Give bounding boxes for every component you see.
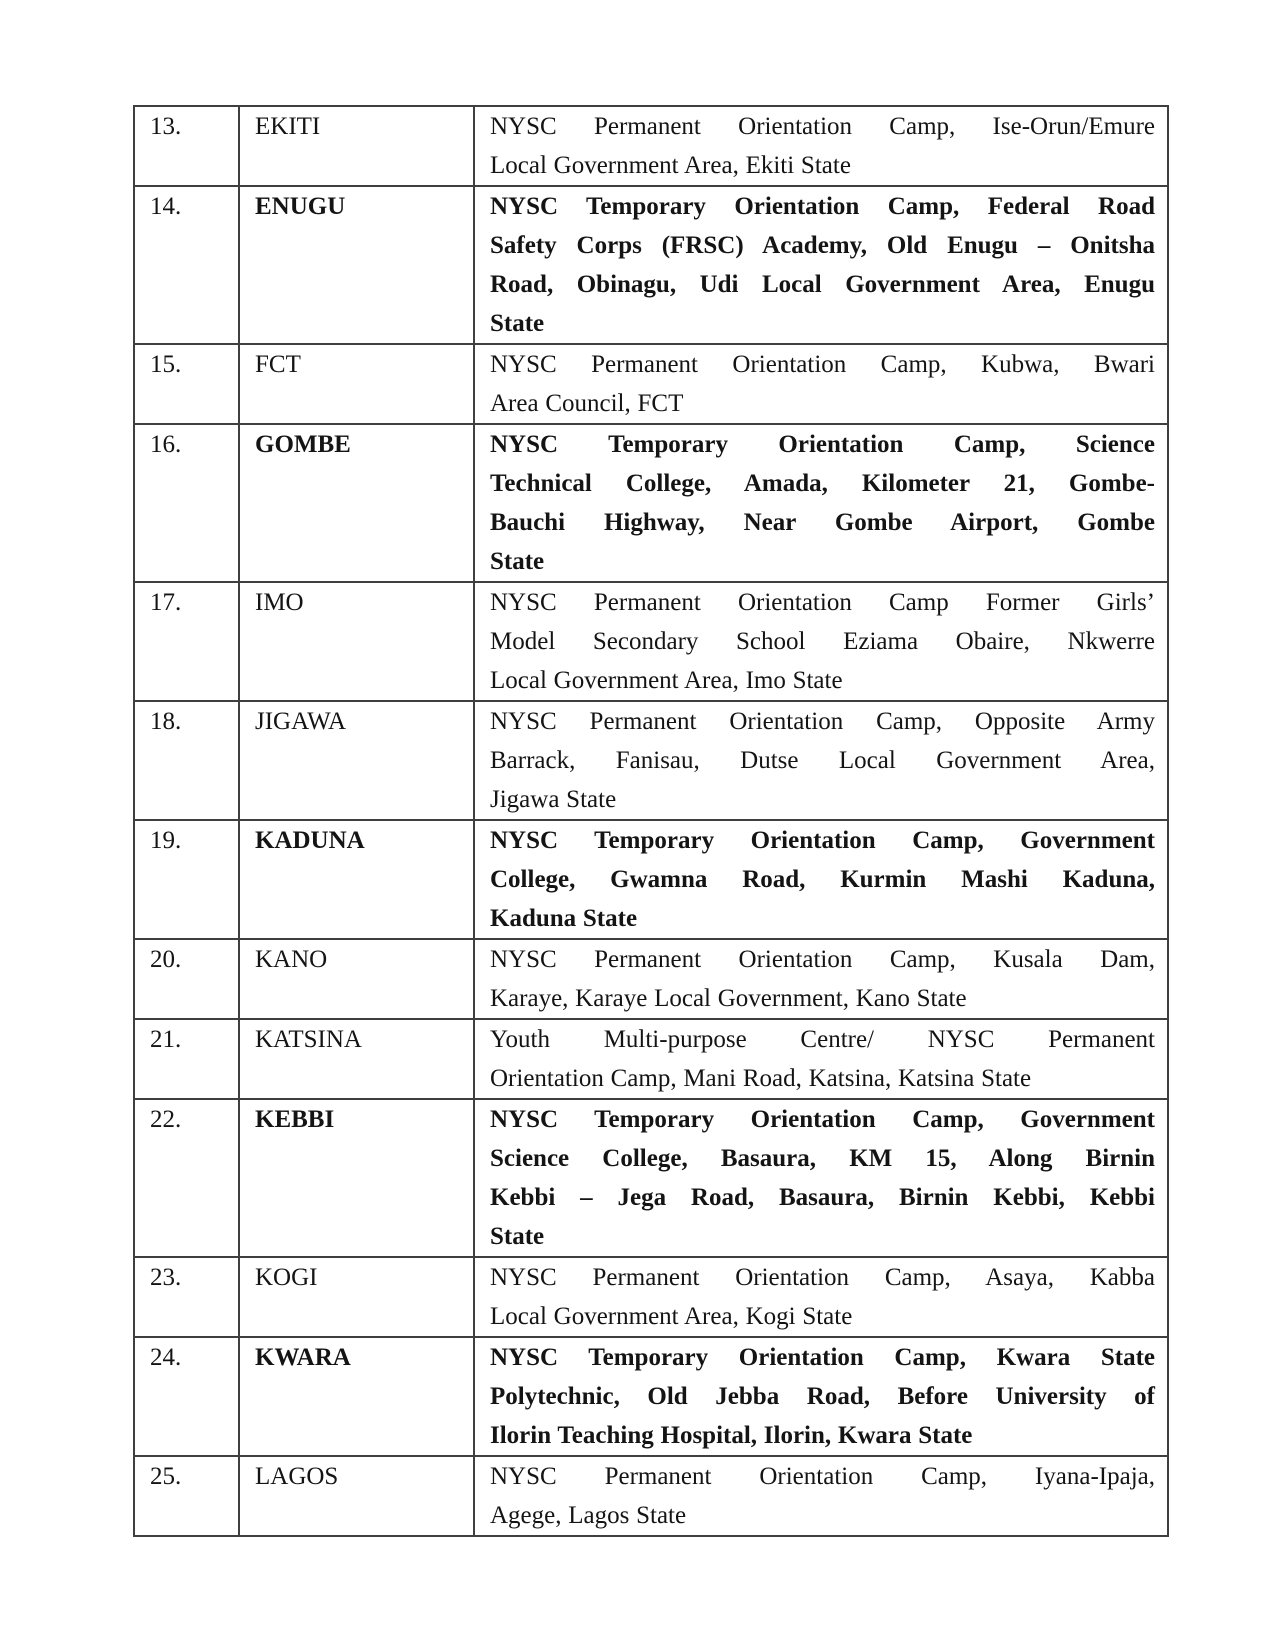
row-number: 22. xyxy=(150,1106,182,1133)
table-body xyxy=(134,106,1168,1536)
row-number-cell xyxy=(134,1099,239,1257)
camp-address-line: Science College, Basaura, KM 15, Along Birnin xyxy=(490,1145,1155,1172)
row-number-cell xyxy=(134,1257,239,1337)
camp-address-line: NYSC Temporary Orientation Camp, Federal Road xyxy=(490,193,1155,220)
camp-address-line: State xyxy=(490,548,545,575)
state-name: KATSINA xyxy=(255,1026,362,1053)
state-cell xyxy=(239,424,474,582)
camp-address-line: Model Secondary School Eziama Obaire, Nkwerre xyxy=(490,628,1155,655)
camp-address-line: Kaduna State xyxy=(490,905,638,932)
camp-address-cell xyxy=(474,1337,1168,1456)
state-name: KANO xyxy=(255,946,328,973)
state-cell xyxy=(239,1019,474,1099)
camp-address-cell xyxy=(474,186,1168,344)
camp-address-line: NYSC Temporary Orientation Camp, Kwara State xyxy=(490,1344,1155,1371)
row-number: 20. xyxy=(150,946,182,973)
camp-address-line: NYSC Permanent Orientation Camp, Kubwa, Bwari xyxy=(490,351,1155,378)
row-number: 24. xyxy=(150,1344,182,1371)
row-number: 13. xyxy=(150,113,182,140)
state-cell xyxy=(239,701,474,820)
table-row xyxy=(134,344,1168,424)
camp-address-line: State xyxy=(490,1223,545,1250)
camp-address-line: NYSC Temporary Orientation Camp, Government xyxy=(490,827,1155,854)
table-row xyxy=(134,1257,1168,1337)
table-row xyxy=(134,1099,1168,1257)
state-name: FCT xyxy=(255,351,301,378)
row-number-cell xyxy=(134,582,239,701)
camp-address-line: NYSC Permanent Orientation Camp Former Girls’ xyxy=(490,589,1155,616)
row-number: 18. xyxy=(150,708,182,735)
state-cell xyxy=(239,820,474,939)
camp-address-line: Local Government Area, Kogi State xyxy=(490,1303,853,1330)
state-name: GOMBE xyxy=(255,431,351,458)
state-name: EKITI xyxy=(255,113,321,140)
camp-address-cell xyxy=(474,1019,1168,1099)
state-name: KEBBI xyxy=(255,1106,335,1133)
table-row xyxy=(134,106,1168,186)
row-number-cell xyxy=(134,1019,239,1099)
row-number: 15. xyxy=(150,351,182,378)
camp-address-line: Polytechnic, Old Jebba Road, Before University of xyxy=(490,1383,1155,1410)
camp-address-line: Bauchi Highway, Near Gombe Airport, Gombe xyxy=(490,509,1155,536)
orientation-camps-table xyxy=(133,105,1169,1537)
row-number: 17. xyxy=(150,589,182,616)
state-cell xyxy=(239,1337,474,1456)
camp-address-line: Area Council, FCT xyxy=(490,390,684,417)
camp-address-line: Youth Multi-purpose Centre/ NYSC Permanent xyxy=(490,1026,1155,1053)
camp-address-line: Barrack, Fanisau, Dutse Local Government Area, xyxy=(490,747,1155,774)
camp-address-cell xyxy=(474,1456,1168,1536)
camp-address-line: NYSC Permanent Orientation Camp, Asaya, Kabba xyxy=(490,1264,1155,1291)
camp-address-line: Road, Obinagu, Udi Local Government Area, Enugu xyxy=(490,271,1155,298)
camp-address-line: Local Government Area, Imo State xyxy=(490,667,843,694)
camp-address-line: Local Government Area, Ekiti State xyxy=(490,152,851,179)
state-cell xyxy=(239,582,474,701)
camp-address-cell xyxy=(474,1257,1168,1337)
camp-address-cell xyxy=(474,820,1168,939)
table-row xyxy=(134,582,1168,701)
camp-address-line: Safety Corps (FRSC) Academy, Old Enugu – Onitsha xyxy=(490,232,1155,259)
camp-address-line: Ilorin Teaching Hospital, Ilorin, Kwara State xyxy=(490,1422,973,1449)
state-name: KOGI xyxy=(255,1264,318,1291)
state-name: ENUGU xyxy=(255,193,346,220)
table-row xyxy=(134,424,1168,582)
camp-address-cell xyxy=(474,701,1168,820)
table-row xyxy=(134,701,1168,820)
state-name: LAGOS xyxy=(255,1463,339,1490)
state-name: KWARA xyxy=(255,1344,351,1371)
row-number-cell xyxy=(134,820,239,939)
row-number-cell xyxy=(134,106,239,186)
state-name: KADUNA xyxy=(255,827,365,854)
row-number: 23. xyxy=(150,1264,182,1291)
table-row xyxy=(134,1337,1168,1456)
state-name: JIGAWA xyxy=(255,708,347,735)
row-number-cell xyxy=(134,424,239,582)
state-cell xyxy=(239,1099,474,1257)
camp-address-line: Agege, Lagos State xyxy=(490,1502,687,1529)
row-number: 14. xyxy=(150,193,182,220)
camp-address-line: NYSC Permanent Orientation Camp, Ise-Orun/Emure xyxy=(490,113,1155,140)
camp-address-line: NYSC Temporary Orientation Camp, Government xyxy=(490,1106,1155,1133)
row-number-cell xyxy=(134,701,239,820)
state-name: IMO xyxy=(255,589,304,616)
camp-address-cell xyxy=(474,424,1168,582)
table-row xyxy=(134,820,1168,939)
row-number-cell xyxy=(134,939,239,1019)
camp-address-line: Kebbi – Jega Road, Basaura, Birnin Kebbi, Kebbi xyxy=(490,1184,1155,1211)
camp-address-cell xyxy=(474,939,1168,1019)
state-cell xyxy=(239,344,474,424)
table-row xyxy=(134,186,1168,344)
state-cell xyxy=(239,1257,474,1337)
camp-address-line: Jigawa State xyxy=(490,786,617,813)
state-cell xyxy=(239,106,474,186)
row-number: 21. xyxy=(150,1026,182,1053)
camp-address-line: Technical College, Amada, Kilometer 21, Gombe- xyxy=(490,470,1155,497)
table-row xyxy=(134,1019,1168,1099)
camp-address-line: Orientation Camp, Mani Road, Katsina, Katsina State xyxy=(490,1065,1032,1092)
row-number-cell xyxy=(134,344,239,424)
row-number-cell xyxy=(134,186,239,344)
state-cell xyxy=(239,186,474,344)
camp-address-cell xyxy=(474,1099,1168,1257)
row-number: 16. xyxy=(150,431,182,458)
camp-address-cell xyxy=(474,582,1168,701)
table-row xyxy=(134,1456,1168,1536)
camp-address-line: NYSC Permanent Orientation Camp, Opposite Army xyxy=(490,708,1155,735)
camp-address-line: College, Gwamna Road, Kurmin Mashi Kaduna, xyxy=(490,866,1155,893)
row-number: 25. xyxy=(150,1463,182,1490)
camp-address-line: Karaye, Karaye Local Government, Kano State xyxy=(490,985,967,1012)
row-number-cell xyxy=(134,1337,239,1456)
camp-address-line: NYSC Permanent Orientation Camp, Kusala Dam, xyxy=(490,946,1155,973)
camp-address-line: State xyxy=(490,310,545,337)
table-row xyxy=(134,939,1168,1019)
state-cell xyxy=(239,1456,474,1536)
state-cell xyxy=(239,939,474,1019)
row-number-cell xyxy=(134,1456,239,1536)
camp-address-cell xyxy=(474,106,1168,186)
row-number: 19. xyxy=(150,827,182,854)
camp-address-line: NYSC Permanent Orientation Camp, Iyana-Ipaja, xyxy=(490,1463,1155,1490)
camp-address-line: NYSC Temporary Orientation Camp, Science xyxy=(490,431,1155,458)
camp-address-cell xyxy=(474,344,1168,424)
